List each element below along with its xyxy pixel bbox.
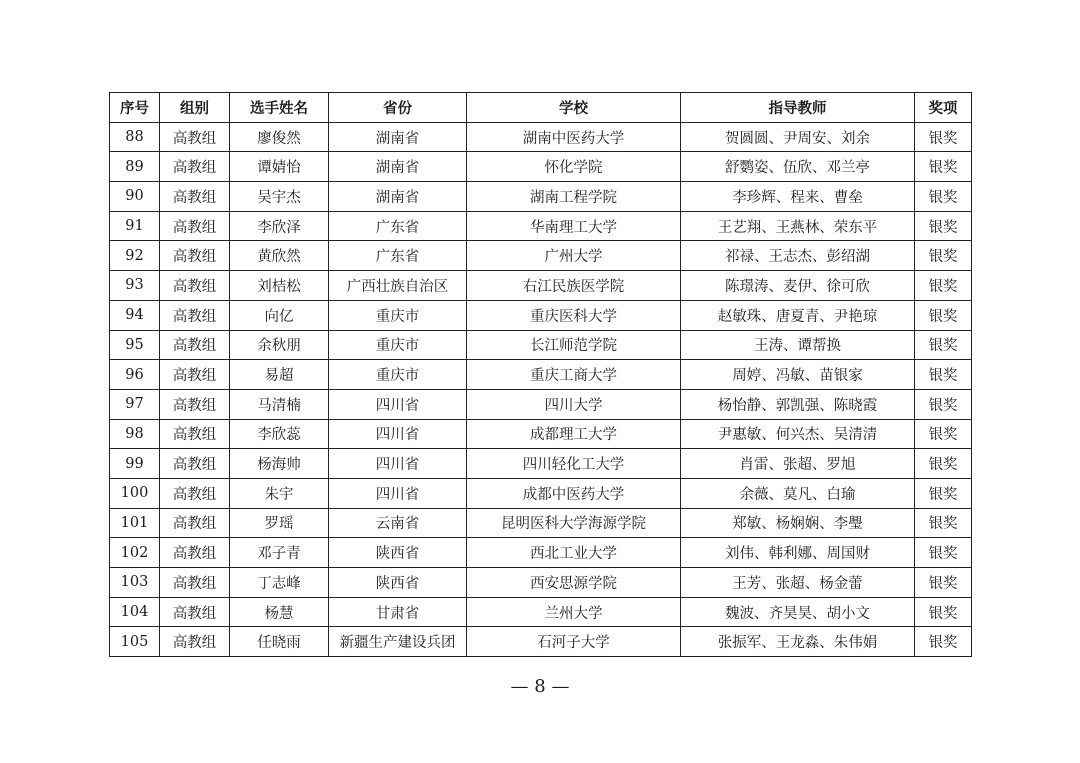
cell-province: 四川省	[329, 478, 467, 508]
cell-school: 兰州大学	[467, 597, 681, 627]
table-row	[110, 211, 972, 241]
cell-contestant-name: 黄欣然	[230, 241, 329, 271]
cell-group: 高教组	[160, 330, 230, 360]
page-number: — 8 —	[510, 676, 570, 697]
table-row	[110, 538, 972, 568]
cell-group: 高教组	[160, 152, 230, 182]
cell-contestant-name: 任晓雨	[230, 627, 329, 657]
cell-instructors: 杨怡静、郭凯强、陈晓霞	[681, 389, 915, 419]
cell-award: 银奖	[915, 122, 972, 152]
cell-serial: 93	[110, 271, 160, 301]
cell-instructors: 张振军、王龙淼、朱伟娟	[681, 627, 915, 657]
cell-school: 成都中医药大学	[467, 478, 681, 508]
cell-school: 右江民族医学院	[467, 271, 681, 301]
cell-serial: 104	[110, 597, 160, 627]
cell-province: 四川省	[329, 449, 467, 479]
cell-instructors: 王涛、谭帮换	[681, 330, 915, 360]
cell-group: 高教组	[160, 300, 230, 330]
cell-award: 银奖	[915, 211, 972, 241]
cell-award: 银奖	[915, 597, 972, 627]
cell-group: 高教组	[160, 360, 230, 390]
cell-province: 甘肃省	[329, 597, 467, 627]
header-instructors: 指导教师	[681, 93, 915, 123]
table-row	[110, 449, 972, 479]
cell-instructors: 李珍辉、程来、曹垒	[681, 182, 915, 212]
award-table	[109, 92, 972, 657]
cell-school: 西北工业大学	[467, 538, 681, 568]
table-row	[110, 182, 972, 212]
header-province: 省份	[329, 93, 467, 123]
cell-contestant-name: 李欣蕊	[230, 419, 329, 449]
cell-school: 华南理工大学	[467, 211, 681, 241]
cell-serial: 98	[110, 419, 160, 449]
table-row	[110, 152, 972, 182]
cell-instructors: 余薇、莫凡、白瑜	[681, 478, 915, 508]
cell-award: 银奖	[915, 271, 972, 301]
cell-school: 重庆工商大学	[467, 360, 681, 390]
cell-serial: 89	[110, 152, 160, 182]
cell-contestant-name: 廖俊然	[230, 122, 329, 152]
cell-province: 新疆生产建设兵团	[329, 627, 467, 657]
cell-award: 银奖	[915, 241, 972, 271]
cell-province: 陕西省	[329, 538, 467, 568]
cell-group: 高教组	[160, 627, 230, 657]
table-row	[110, 241, 972, 271]
cell-contestant-name: 向亿	[230, 300, 329, 330]
cell-province: 四川省	[329, 419, 467, 449]
cell-instructors: 周婷、冯敏、苗银家	[681, 360, 915, 390]
cell-contestant-name: 杨慧	[230, 597, 329, 627]
cell-award: 银奖	[915, 478, 972, 508]
table-row	[110, 271, 972, 301]
cell-group: 高教组	[160, 271, 230, 301]
cell-instructors: 赵敏珠、唐夏青、尹艳琼	[681, 300, 915, 330]
cell-group: 高教组	[160, 241, 230, 271]
cell-serial: 95	[110, 330, 160, 360]
cell-instructors: 尹惠敏、何兴杰、吴清清	[681, 419, 915, 449]
cell-contestant-name: 罗瑶	[230, 508, 329, 538]
cell-award: 银奖	[915, 152, 972, 182]
cell-school: 昆明医科大学海源学院	[467, 508, 681, 538]
cell-serial: 103	[110, 568, 160, 598]
header-serial: 序号	[110, 93, 160, 123]
cell-contestant-name: 易超	[230, 360, 329, 390]
cell-serial: 96	[110, 360, 160, 390]
cell-group: 高教组	[160, 597, 230, 627]
cell-award: 银奖	[915, 182, 972, 212]
cell-group: 高教组	[160, 478, 230, 508]
table-row	[110, 330, 972, 360]
cell-serial: 101	[110, 508, 160, 538]
table-row	[110, 389, 972, 419]
cell-contestant-name: 马清楠	[230, 389, 329, 419]
table-body	[110, 122, 972, 656]
cell-group: 高教组	[160, 122, 230, 152]
cell-instructors: 刘伟、韩利娜、周国财	[681, 538, 915, 568]
table-row	[110, 300, 972, 330]
table-row	[110, 627, 972, 657]
cell-contestant-name: 邓子青	[230, 538, 329, 568]
cell-award: 银奖	[915, 508, 972, 538]
cell-province: 四川省	[329, 389, 467, 419]
cell-serial: 99	[110, 449, 160, 479]
cell-group: 高教组	[160, 419, 230, 449]
cell-school: 石河子大学	[467, 627, 681, 657]
cell-school: 成都理工大学	[467, 419, 681, 449]
cell-award: 银奖	[915, 568, 972, 598]
cell-instructors: 祁禄、王志杰、彭绍湖	[681, 241, 915, 271]
cell-school: 重庆医科大学	[467, 300, 681, 330]
cell-award: 银奖	[915, 538, 972, 568]
cell-province: 广东省	[329, 211, 467, 241]
cell-contestant-name: 朱宇	[230, 478, 329, 508]
cell-instructors: 王艺翔、王燕林、荣东平	[681, 211, 915, 241]
cell-award: 银奖	[915, 419, 972, 449]
cell-contestant-name: 李欣泽	[230, 211, 329, 241]
table-row	[110, 478, 972, 508]
cell-province: 湖南省	[329, 182, 467, 212]
cell-award: 银奖	[915, 360, 972, 390]
cell-school: 四川轻化工大学	[467, 449, 681, 479]
table-row	[110, 597, 972, 627]
cell-award: 银奖	[915, 627, 972, 657]
cell-province: 陕西省	[329, 568, 467, 598]
cell-province: 广东省	[329, 241, 467, 271]
cell-group: 高教组	[160, 449, 230, 479]
cell-instructors: 陈璟涛、麦伊、徐可欣	[681, 271, 915, 301]
cell-award: 银奖	[915, 389, 972, 419]
cell-school: 四川大学	[467, 389, 681, 419]
header-group: 组别	[160, 93, 230, 123]
cell-instructors: 肖雷、张超、罗旭	[681, 449, 915, 479]
table-row	[110, 122, 972, 152]
table-header-row	[110, 93, 972, 123]
table-row	[110, 360, 972, 390]
cell-serial: 94	[110, 300, 160, 330]
cell-serial: 100	[110, 478, 160, 508]
cell-award: 银奖	[915, 330, 972, 360]
cell-school: 西安思源学院	[467, 568, 681, 598]
cell-group: 高教组	[160, 182, 230, 212]
cell-instructors: 郑敏、杨娴娴、李璺	[681, 508, 915, 538]
cell-instructors: 魏波、齐昊昊、胡小文	[681, 597, 915, 627]
table-row	[110, 568, 972, 598]
cell-serial: 90	[110, 182, 160, 212]
cell-instructors: 王芳、张超、杨金蕾	[681, 568, 915, 598]
cell-province: 重庆市	[329, 300, 467, 330]
cell-serial: 88	[110, 122, 160, 152]
cell-group: 高教组	[160, 211, 230, 241]
table-row	[110, 419, 972, 449]
cell-contestant-name: 余秋朋	[230, 330, 329, 360]
header-contestant-name: 选手姓名	[230, 93, 329, 123]
cell-serial: 105	[110, 627, 160, 657]
cell-serial: 91	[110, 211, 160, 241]
cell-contestant-name: 谭婧怡	[230, 152, 329, 182]
header-award: 奖项	[915, 93, 972, 123]
cell-contestant-name: 丁志峰	[230, 568, 329, 598]
cell-school: 广州大学	[467, 241, 681, 271]
cell-school: 长江师范学院	[467, 330, 681, 360]
cell-serial: 97	[110, 389, 160, 419]
cell-serial: 102	[110, 538, 160, 568]
table-row	[110, 508, 972, 538]
cell-school: 怀化学院	[467, 152, 681, 182]
cell-award: 银奖	[915, 300, 972, 330]
cell-award: 银奖	[915, 449, 972, 479]
cell-group: 高教组	[160, 568, 230, 598]
cell-province: 重庆市	[329, 330, 467, 360]
cell-instructors: 贺圆圆、尹周安、刘余	[681, 122, 915, 152]
header-school: 学校	[467, 93, 681, 123]
cell-school: 湖南中医药大学	[467, 122, 681, 152]
cell-group: 高教组	[160, 389, 230, 419]
cell-province: 湖南省	[329, 152, 467, 182]
cell-instructors: 舒鹦姿、伍欣、邓兰亭	[681, 152, 915, 182]
cell-province: 湖南省	[329, 122, 467, 152]
cell-province: 重庆市	[329, 360, 467, 390]
cell-province: 广西壮族自治区	[329, 271, 467, 301]
cell-contestant-name: 杨海帅	[230, 449, 329, 479]
cell-province: 云南省	[329, 508, 467, 538]
cell-contestant-name: 刘桔松	[230, 271, 329, 301]
cell-serial: 92	[110, 241, 160, 271]
cell-contestant-name: 吴宇杰	[230, 182, 329, 212]
cell-group: 高教组	[160, 538, 230, 568]
cell-group: 高教组	[160, 508, 230, 538]
cell-school: 湖南工程学院	[467, 182, 681, 212]
